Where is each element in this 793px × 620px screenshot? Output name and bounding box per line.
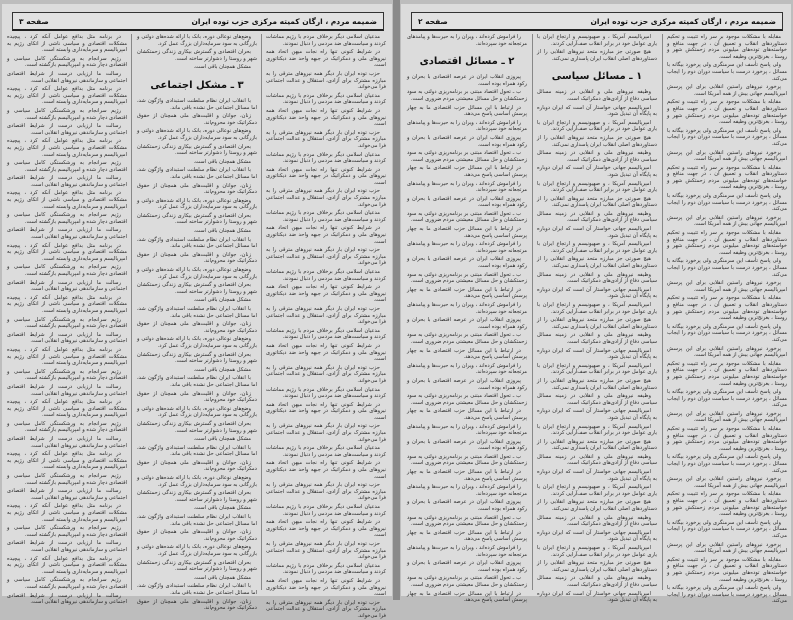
article-paragraph: رژیم سرانجام به ورشکستگی کامل سیاسی و اقتصادی دچار شده و امپریالیسم بازگشته است. [7, 420, 127, 434]
article-paragraph: رژیم سرانجام به ورشکستگی کامل سیاسی و اقتصادی دچار شده و امپریالیسم بازگشته است. [7, 55, 127, 69]
article-paragraph: حزب توده ایران بار دیگر همه نیروهای مترقی را به مبارزه مشترک برای آزادی، استقلال و عدالت اجتماعی فرا می‌خواند. [266, 482, 386, 502]
article-paragraph: امپریالیسم جهانی خواستار آن است که ایران دوباره به پایگاه آن تبدیل شود. [537, 226, 657, 239]
article-paragraph: ب ـ تحول اقتصاد مبتنی بر برنامه‌ریزی دولتی به سود زحمتکشان و حل مسائل معیشتی مردم ضروری است. [407, 575, 527, 588]
article-paragraph: در شرایط کنونی تنها راه نجات میهن اتحاد همه نیروهای ملی و دمکراتیک در جبهه واحد ضد دیکتاتوری است. [266, 49, 386, 69]
article-paragraph: در ارتباط با این مسائل حزب اقتصادی ما به چهار پرسش اساسی پاسخ می‌دهد. [407, 226, 527, 239]
article-paragraph: بحران اقتصادی و گسترش بیکاری زندگی زحمتکشان شهر و روستا را دشوارتر ساخته است. [137, 490, 257, 503]
article-paragraph: ب ـ تحول اقتصاد مبتنی بر برنامه‌ریزی دولتی به سود زحمتکشان و حل مسائل معیشتی مردم ضروری است. [407, 453, 527, 467]
article-paragraph: در شرایط کنونی تنها راه نجات میهن اتحاد همه نیروهای ملی و دمکراتیک در جبهه واحد ضد دیکتاتوری است. [266, 284, 386, 304]
article-paragraph: بحران اقتصادی و گسترش بیکاری زندگی زحمتکشان شهر و روستا را دشوارتر ساخته است. [137, 143, 257, 157]
article-paragraph: امپریالیسم جهانی خواستار آن است که ایران دوباره به پایگاه آن تبدیل شود. [537, 347, 657, 361]
article-paragraph: ب ـ تحول اقتصاد مبتنی بر برنامه‌ریزی دولتی به سود زحمتکشان و حل مسائل معیشتی مردم ضروری است. [407, 210, 527, 224]
article-paragraph: در شرایط کنونی تنها راه نجات میهن اتحاد همه نیروهای ملی و دمکراتیک در جبهه واحد ضد دیکتاتوری است. [266, 166, 386, 186]
article-paragraph: امپریالیسم آمریکا ، و صهیونیسم و ارتجاع ایران با یاری عوامل خود در برابر انقلاب صف‌آرایی کردند. [537, 241, 657, 254]
article-paragraph: را فراموش کرده‌اند ، ویران را به حیرت‌ها و پیامدهای مرتجعانه خود سپرده‌اند. [407, 34, 527, 47]
article-paragraph: زنان، جوانان و اقلیت‌های ملی همچنان از حقوق دمکراتیک خود محروم‌اند. [137, 529, 257, 542]
article-paragraph: مشکل همچنان باقی است. [193, 574, 251, 581]
article-paragraph: رسالت ما ارزیابی درست از شرایط اقتصادی اجتماعی و سازماندهی نیروهای انقلابی است. [7, 592, 127, 606]
article-paragraph: ب ـ تحول اقتصاد مبتنی بر برنامه‌ریزی دولتی به سود زحمتکشان و حل مسائل معیشتی مردم ضروری است. [407, 514, 527, 528]
article-paragraph: در برنامه مثل بدافع عوامل آنکه کرد ، پیچیده مشکلات اقتصادی و سیاسی ناشی از اتکای رژیم به امپریالیسم و سرمایه‌داری وابسته است. [7, 86, 127, 106]
article-paragraph: در برنامه مثل بدافع عوامل آنکه کرد ، پیچیده مشکلات اقتصادی و سیاسی ناشی از اتکای رژیم به امپریالیسم و سرمایه‌داری وابسته است. [7, 294, 127, 314]
article-paragraph: رسالت ما ارزیابی درست از شرایط اقتصادی اجتماعی و سازماندهی نیروهای انقلابی است. [7, 123, 127, 136]
article-paragraph: پرخورد نیروهای راستین انقلابی برای این پرسش امپریالیسم جهانی بیش از همه آمریکا است. [667, 84, 787, 97]
column-rule [532, 34, 533, 590]
article-paragraph: در ارتباط با این مسائل حزب اقتصادی ما به چهار پرسش اساسی پاسخ می‌دهد. [407, 104, 527, 118]
article-paragraph: در شرایط کنونی تنها راه نجات میهن اتحاد همه نیروهای ملی و دمکراتیک در جبهه واحد ضد دیکتاتوری است. [266, 577, 386, 598]
article-paragraph: هیچ صورتی جز مبارزه متحد نیروهای انقلابی را از دستاوردهای اصلی انقلاب ایران پاسداری نمی‌کند. [537, 134, 657, 148]
article-paragraph: امپریالیسم جهانی خواستار آن است که ایران دوباره به پایگاه آن تبدیل شود. [537, 469, 657, 482]
article-paragraph: زنان، جوانان و اقلیت‌های ملی همچنان از حقوق دمکراتیک خود محروم‌اند. [137, 182, 257, 196]
column-rule [662, 34, 663, 590]
article-paragraph: ب ـ تحول اقتصاد مبتنی بر برنامه‌ریزی دولتی به سود زحمتکشان و حل مسائل معیشتی مردم ضروری است. [407, 271, 527, 285]
article-paragraph: وضع‌های نوعالی دوره، بانک با ارائه شده‌های دولتی و بازرگانی به سود سرمایه‌داران بزرگ عمل کرد. [137, 197, 257, 211]
article-paragraph: امپریالیسم آمریکا ، و صهیونیسم و ارتجاع ایران با یاری عوامل خود در برابر انقلاب صف‌آرایی کردند. [537, 34, 657, 47]
article-paragraph: مدعیان اسلامی دیگر برخلاف مردم با رژیم مماشات کردند و سیاست‌های ضد مردمی را دنبال نمودند. [266, 386, 386, 400]
article-paragraph: وظیفه نیروهای ملی و انقلابی در زمینه مسائل سیاسی دفاع از آزادی‌های دمکراتیک است. [537, 514, 657, 528]
article-paragraph: حزب توده ایران بار دیگر همه نیروهای مترقی را به مبارزه مشترک برای آزادی، استقلال و عدالت اجتماعی فرا می‌خواند. [266, 540, 386, 561]
article-paragraph: با انقلاب ایران نظام سلطنت استبدادی واژگون شد، اما مسائل اجتماعی حل نشده باقی ماند. [137, 306, 257, 319]
article-paragraph: حزب توده ایران بار دیگر همه نیروهای مترقی را به مبارزه مشترک برای آزادی، استقلال و عدالت اجتماعی فرا می‌خواند. [266, 247, 386, 267]
article-paragraph: بحران اقتصادی و گسترش بیکاری زندگی زحمتکشان شهر و روستا را دشوارتر ساخته است. [137, 420, 257, 434]
article-paragraph: در ارتباط با این مسائل حزب اقتصادی ما به چهار پرسش اساسی پاسخ می‌دهد. [407, 408, 527, 421]
article-paragraph: با انقلاب ایران نظام سلطنت استبدادی واژگون شد، اما مسائل اجتماعی حل نشده باقی ماند. [137, 97, 257, 111]
article-paragraph: هیچ صورتی جز مبارزه متحد نیروهای انقلابی را از دستاوردهای اصلی انقلاب ایران پاسداری نمی‌کند. [537, 195, 657, 209]
page-header [12, 12, 384, 31]
article-paragraph: وضع‌های نوعالی دوره، بانک با ارائه شده‌های دولتی و بازرگانی به سود سرمایه‌داران بزرگ عمل کرد. [137, 267, 257, 280]
page-number: صفحه ۲ [418, 16, 448, 26]
article-paragraph: حزب توده ایران بار دیگر همه نیروهای مترقی را به مبارزه مشترک برای آزادی، استقلال و عدالت اجتماعی فرا می‌خواند. [266, 188, 386, 208]
article-paragraph: مقابله با مشکلات موجود بر سر راه تثبیت و تحکیم دستاوردهای انقلاب و تعمیق آن ، در جهت منافع و خواسته‌های توده‌های میلیونی مردم زحمتکش شهر و روستا ، بغرنج‌ترین وظیفه است. [667, 491, 787, 518]
article-paragraph: در ارتباط با این مسائل حزب اقتصادی ما به چهار پرسش اساسی پاسخ می‌دهد. [407, 347, 527, 361]
masthead: ضمیمه مردم ، ارگان کمیته مرکزی حزب توده ایران [191, 16, 377, 26]
article-paragraph: بحران اقتصادی و گسترش بیکاری زندگی زحمتکشان شهر و روستا را دشوارتر ساخته است. [137, 212, 257, 226]
article-paragraph: وضع‌های نوعالی دوره، بانک با ارائه شده‌های دولتی و بازرگانی به سود سرمایه‌داران بزرگ عمل کرد. [137, 34, 257, 47]
article-paragraph: رژیم سرانجام به ورشکستگی کامل سیاسی و اقتصادی دچار شده و امپریالیسم بازگشته است. [7, 368, 127, 382]
article-paragraph: پرخورد نیروهای راستین انقلابی برای این پرسش امپریالیسم جهانی بیش از همه آمریکا است. [667, 476, 787, 489]
article-paragraph: امپریالیسم جهانی خواستار آن است که ایران دوباره به پایگاه آن تبدیل شود. [537, 590, 657, 604]
article-paragraph: امپریالیسم جهانی خواستار آن است که ایران دوباره به پایگاه آن تبدیل شود. [537, 408, 657, 421]
column [137, 34, 257, 612]
article-paragraph: را فراموش کرده‌اند ، ویران را به حیرت‌ها و پیامدهای مرتجعانه خود سپرده‌اند. [407, 362, 527, 376]
section-heading: ۱ ـ مسائل سیاسی [551, 71, 643, 83]
article-paragraph: مدعیان اسلامی دیگر برخلاف مردم با رژیم مماشات کردند و سیاست‌های ضد مردمی را دنبال نمودند. [266, 34, 386, 47]
column [266, 34, 386, 619]
article-paragraph: وظیفه نیروهای ملی و انقلابی در زمینه مسائل سیاسی دفاع از آزادی‌های دمکراتیک است. [537, 271, 657, 285]
section-heading: ۳ ـ مشکل اجتماعی [150, 79, 244, 91]
article-paragraph: رسالت ما ارزیابی درست از شرایط اقتصادی اجتماعی و سازماندهی نیروهای انقلابی است. [7, 436, 127, 449]
article-paragraph: پیروزی انقلاب ایران در عرصه اقتصادی با بحران و رکود همراه بوده است. [407, 377, 527, 391]
article-paragraph: بحران اقتصادی و گسترش بیکاری زندگی زحمتکشان شهر و روستا را دشوارتر ساخته است. [137, 351, 257, 365]
article-paragraph: را فراموش کرده‌اند ، ویران را به حیرت‌ها و پیامدهای مرتجعانه خود سپرده‌اند. [407, 423, 527, 437]
article-paragraph: را فراموش کرده‌اند ، ویران را به حیرت‌ها و پیامدهای مرتجعانه خود سپرده‌اند. [407, 241, 527, 254]
article-paragraph: ب ـ تحول اقتصاد مبتنی بر برنامه‌ریزی دولتی به سود زحمتکشان و حل مسائل معیشتی مردم ضروری است. [407, 150, 527, 163]
article-paragraph: وظیفه نیروهای ملی و انقلابی در زمینه مسائل سیاسی دفاع از آزادی‌های دمکراتیک است. [537, 89, 657, 102]
article-paragraph: در ارتباط با این مسائل حزب اقتصادی ما به چهار پرسش اساسی پاسخ می‌دهد. [407, 469, 527, 482]
article-paragraph: در برنامه مثل بدافع عوامل آنکه کرد ، پیچیده مشکلات اقتصادی و سیاسی ناشی از اتکای رژیم به امپریالیسم و سرمایه‌داری وابسته است. [7, 399, 127, 419]
article-paragraph: ولی پاسخ تأسف این سرمنگری ولی پرخورد بیگانه با مسائل ، پرخورد درست با سیاست دوران دوم را ایجاب می‌کند. [667, 193, 787, 213]
article-paragraph: حزب توده ایران بار دیگر همه نیروهای مترقی را به مبارزه مشترک برای آزادی، استقلال و عدالت اجتماعی فرا می‌خواند. [266, 305, 386, 326]
article-paragraph: مشکل همچنان باقی است. [193, 436, 251, 443]
article-paragraph: ولی پاسخ تأسف این سرمنگری ولی پرخورد بیگانه با مسائل ، پرخورد درست با سیاست دوران دوم را ایجاب می‌کند. [667, 127, 787, 147]
article-paragraph: حزب توده ایران بار دیگر همه نیروهای مترقی را به مبارزه مشترک برای آزادی، استقلال و عدالت اجتماعی فرا می‌خواند. [266, 423, 386, 443]
article-paragraph: رژیم سرانجام به ورشکستگی کامل سیاسی و اقتصادی دچار شده و امپریالیسم بازگشته است. [7, 577, 127, 590]
article-paragraph: پیروزی انقلاب ایران در عرصه اقتصادی با بحران و رکود همراه بوده است. [407, 499, 527, 513]
article-paragraph: رژیم سرانجام به ورشکستگی کامل سیاسی و اقتصادی دچار شده و امپریالیسم بازگشته است. [7, 316, 127, 330]
article-paragraph: پرخورد نیروهای راستین انقلابی برای این پرسش امپریالیسم جهانی بیش از همه آمریکا است. [667, 345, 787, 359]
article-paragraph: هیچ صورتی جز مبارزه متحد نیروهای انقلابی را از دستاوردهای اصلی انقلاب ایران پاسداری نمی‌کند. [537, 560, 657, 573]
article-paragraph: حزب توده ایران بار دیگر همه نیروهای مترقی را به مبارزه مشترک برای آزادی، استقلال و عدالت اجتماعی فرا می‌خواند. [266, 70, 386, 91]
article-paragraph: در برنامه مثل بدافع عوامل آنکه کرد ، پیچیده مشکلات اقتصادی و سیاسی ناشی از اتکای رژیم به امپریالیسم و سرمایه‌داری وابسته است. [7, 34, 127, 54]
article-paragraph: امپریالیسم آمریکا ، و صهیونیسم و ارتجاع ایران با یاری عوامل خود در برابر انقلاب صف‌آرایی کردند. [537, 545, 657, 558]
article-paragraph: وضع‌های نوعالی دوره، بانک با ارائه شده‌های دولتی و بازرگانی به سود سرمایه‌داران بزرگ عمل کرد. [137, 475, 257, 488]
page-3 [2, 4, 392, 619]
article-paragraph: مدعیان اسلامی دیگر برخلاف مردم با رژیم مماشات کردند و سیاست‌های ضد مردمی را دنبال نمودند. [266, 210, 386, 223]
article-paragraph: را فراموش کرده‌اند ، ویران را به حیرت‌ها و پیامدهای مرتجعانه خود سپرده‌اند. [407, 119, 527, 133]
article-paragraph: پرخورد نیروهای راستین انقلابی برای این پرسش امپریالیسم جهانی بیش از همه آمریکا است. [667, 541, 787, 555]
article-paragraph: ب ـ تحول اقتصاد مبتنی بر برنامه‌ریزی دولتی به سود زحمتکشان و حل مسائل معیشتی مردم ضروری است. [407, 89, 527, 102]
article-paragraph: در ارتباط با این مسائل حزب اقتصادی ما به چهار پرسش اساسی پاسخ می‌دهد. [407, 286, 527, 300]
column-rule [131, 34, 132, 590]
article-paragraph: در شرایط کنونی تنها راه نجات میهن اتحاد همه نیروهای ملی و دمکراتیک در جبهه واحد ضد دیکتاتوری است. [266, 519, 386, 539]
article-paragraph: با انقلاب ایران نظام سلطنت استبدادی واژگون شد، اما مسائل اجتماعی حل نشده باقی ماند. [137, 375, 257, 388]
article-paragraph: پیروزی انقلاب ایران در عرصه اقتصادی با بحران و رکود همراه بوده است. [407, 195, 527, 209]
article-paragraph: در برنامه مثل بدافع عوامل آنکه کرد ، پیچیده مشکلات اقتصادی و سیاسی ناشی از اتکای رژیم به امپریالیسم و سرمایه‌داری وابسته است. [7, 451, 127, 471]
article-paragraph: در شرایط کنونی تنها راه نجات میهن اتحاد همه نیروهای ملی و دمکراتیک در جبهه واحد ضد دیکتاتوری است. [266, 460, 386, 480]
article-paragraph: امپریالیسم جهانی خواستار آن است که ایران دوباره به پایگاه آن تبدیل شود. [537, 104, 657, 118]
article-paragraph: حزب توده ایران بار دیگر همه نیروهای مترقی را به مبارزه مشترک برای آزادی، استقلال و عدالت اجتماعی فرا می‌خواند. [266, 129, 386, 149]
article-paragraph: رژیم سرانجام به ورشکستگی کامل سیاسی و اقتصادی دچار شده و امپریالیسم بازگشته است. [7, 212, 127, 225]
article-paragraph: با انقلاب ایران نظام سلطنت استبدادی واژگون شد، اما مسائل اجتماعی حل نشده باقی ماند. [137, 236, 257, 250]
article-paragraph: وظیفه نیروهای ملی و انقلابی در زمینه مسائل سیاسی دفاع از آزادی‌های دمکراتیک است. [537, 453, 657, 467]
article-paragraph: را فراموش کرده‌اند ، ویران را به حیرت‌ها و پیامدهای مرتجعانه خود سپرده‌اند. [407, 180, 527, 194]
article-paragraph: پیروزی انقلاب ایران در عرصه اقتصادی با بحران و رکود همراه بوده است. [407, 256, 527, 270]
article-paragraph: مدعیان اسلامی دیگر برخلاف مردم با رژیم مماشات کردند و سیاست‌های ضد مردمی را دنبال نمودند. [266, 151, 386, 165]
article-paragraph: پرخورد نیروهای راستین انقلابی برای این پرسش امپریالیسم جهانی بیش از همه آمریکا است. [667, 410, 787, 424]
article-paragraph: زنان، جوانان و اقلیت‌های ملی همچنان از حقوق دمکراتیک خود محروم‌اند. [137, 113, 257, 126]
article-paragraph: رژیم سرانجام به ورشکستگی کامل سیاسی و اقتصادی دچار شده و امپریالیسم بازگشته است. [7, 473, 127, 486]
page-2 [401, 4, 791, 605]
article-paragraph: بحران اقتصادی و گسترش بیکاری زندگی زحمتکشان شهر و روستا را دشوارتر ساخته است. [137, 559, 257, 573]
article-paragraph: بحران اقتصادی و گسترش بیکاری زندگی زحمتکشان شهر و روستا را دشوارتر ساخته است. [137, 49, 257, 62]
article-paragraph: با انقلاب ایران نظام سلطنت استبدادی واژگون شد، اما مسائل اجتماعی حل نشده باقی ماند. [137, 583, 257, 596]
article-paragraph: رسالت ما ارزیابی درست از شرایط اقتصادی اجتماعی و سازماندهی نیروهای انقلابی است. [7, 540, 127, 553]
article-paragraph: پیروزی انقلاب ایران در عرصه اقتصادی با بحران و رکود همراه بوده است. [407, 134, 527, 148]
article-paragraph: مشکل همچنان باقی است. [193, 228, 251, 235]
article-paragraph: رژیم سرانجام به ورشکستگی کامل سیاسی و اقتصادی دچار شده و امپریالیسم بازگشته است. [7, 107, 127, 121]
article-paragraph: با انقلاب ایران نظام سلطنت استبدادی واژگون شد، اما مسائل اجتماعی حل نشده باقی ماند. [137, 167, 257, 180]
article-paragraph: امپریالیسم آمریکا ، و صهیونیسم و ارتجاع ایران با یاری عوامل خود در برابر انقلاب صف‌آرایی کردند. [537, 302, 657, 315]
article-paragraph: رسالت ما ارزیابی درست از شرایط اقتصادی اجتماعی و سازماندهی نیروهای انقلابی است. [7, 331, 127, 345]
article-paragraph: پیروزی انقلاب ایران در عرصه اقتصادی با بحران و رکود همراه بوده است. [407, 317, 527, 330]
article-paragraph: هیچ صورتی جز مبارزه متحد نیروهای انقلابی را از دستاوردهای اصلی انقلاب ایران پاسداری نمی‌کند. [537, 256, 657, 270]
column [667, 34, 787, 605]
article-paragraph: امپریالیسم جهانی خواستار آن است که ایران دوباره به پایگاه آن تبدیل شود. [537, 286, 657, 300]
article-paragraph: در شرایط کنونی تنها راه نجات میهن اتحاد همه نیروهای ملی و دمکراتیک در جبهه واحد ضد دیکتاتوری است. [266, 225, 386, 245]
article-paragraph: رسالت ما ارزیابی درست از شرایط اقتصادی اجتماعی و سازماندهی نیروهای انقلابی است. [7, 70, 127, 84]
page-number: صفحه ۳ [19, 16, 49, 26]
article-paragraph: مدعیان اسلامی دیگر برخلاف مردم با رژیم مماشات کردند و سیاست‌های ضد مردمی را دنبال نمودند. [266, 92, 386, 106]
article-paragraph: رسالت ما ارزیابی درست از شرایط اقتصادی اجتماعی و سازماندهی نیروهای انقلابی است. [7, 488, 127, 501]
article-paragraph: را فراموش کرده‌اند ، ویران را به حیرت‌ها و پیامدهای مرتجعانه خود سپرده‌اند. [407, 545, 527, 558]
article-paragraph: امپریالیسم آمریکا ، و صهیونیسم و ارتجاع ایران با یاری عوامل خود در برابر انقلاب صف‌آرایی کردند. [537, 362, 657, 376]
article-paragraph: رسالت ما ارزیابی درست از شرایط اقتصادی اجتماعی و سازماندهی نیروهای انقلابی است. [7, 175, 127, 188]
article-paragraph: امپریالیسم آمریکا ، و صهیونیسم و ارتجاع ایران با یاری عوامل خود در برابر انقلاب صف‌آرایی کردند. [537, 423, 657, 437]
article-paragraph: پرخورد نیروهای راستین انقلابی برای این پرسش امپریالیسم جهانی بیش از همه آمریکا است. [667, 214, 787, 228]
article-paragraph: در ارتباط با این مسائل حزب اقتصادی ما به چهار پرسش اساسی پاسخ می‌دهد. [407, 165, 527, 178]
article-paragraph: در برنامه مثل بدافع عوامل آنکه کرد ، پیچیده مشکلات اقتصادی و سیاسی ناشی از اتکای رژیم به امپریالیسم و سرمایه‌داری وابسته است. [7, 346, 127, 367]
article-paragraph: مدعیان اسلامی دیگر برخلاف مردم با رژیم مماشات کردند و سیاست‌های ضد مردمی را دنبال نمودند. [266, 504, 386, 517]
article-paragraph: ب ـ تحول اقتصاد مبتنی بر برنامه‌ریزی دولتی به سود زحمتکشان و حل مسائل معیشتی مردم ضروری است. [407, 393, 527, 406]
article-paragraph: وضع‌های نوعالی دوره، بانک با ارائه شده‌های دولتی و بازرگانی به سود سرمایه‌داران بزرگ عمل کرد. [137, 405, 257, 419]
column [407, 34, 527, 604]
article-paragraph: در برنامه مثل بدافع عوامل آنکه کرد ، پیچیده مشکلات اقتصادی و سیاسی ناشی از اتکای رژیم به امپریالیسم و سرمایه‌داری وابسته است. [7, 503, 127, 523]
article-paragraph: در شرایط کنونی تنها راه نجات میهن اتحاد همه نیروهای ملی و دمکراتیک در جبهه واحد ضد دیکتاتوری است. [266, 342, 386, 363]
article-paragraph: زنان، جوانان و اقلیت‌های ملی همچنان از حقوق دمکراتیک خود محروم‌اند. [137, 390, 257, 404]
article-paragraph: مقابله با مشکلات موجود بر سر راه تثبیت و تحکیم دستاوردهای انقلاب و تعمیق آن ، در جهت منافع و خواسته‌های توده‌های میلیونی مردم زحمتکش شهر و روستا ، بغرنج‌ترین وظیفه است. [667, 556, 787, 583]
article-paragraph: در ارتباط با این مسائل حزب اقتصادی ما به چهار پرسش اساسی پاسخ می‌دهد. [407, 529, 527, 543]
article-paragraph: رسالت ما ارزیابی درست از شرایط اقتصادی اجتماعی و سازماندهی نیروهای انقلابی است. [7, 383, 127, 397]
article-paragraph: مقابله با مشکلات موجود بر سر راه تثبیت و تحکیم دستاوردهای انقلاب و تعمیق آن ، در جهت منافع و خواسته‌های توده‌های میلیونی مردم زحمتکش شهر و روستا ، بغرنج‌ترین وظیفه است. [667, 360, 787, 387]
article-paragraph: هیچ صورتی جز مبارزه متحد نیروهای انقلابی را از دستاوردهای اصلی انقلاب ایران پاسداری نمی‌کند. [537, 377, 657, 391]
article-paragraph: وضع‌های نوعالی دوره، بانک با ارائه شده‌های دولتی و بازرگانی به سود سرمایه‌داران بزرگ عمل کرد. [137, 544, 257, 557]
article-paragraph: ولی پاسخ تأسف این سرمنگری ولی پرخورد بیگانه با مسائل ، پرخورد درست با سیاست دوران دوم را ایجاب می‌کند. [667, 519, 787, 539]
article-paragraph: پیروزی انقلاب ایران در عرصه اقتصادی با بحران و رکود همراه بوده است. [407, 74, 527, 87]
article-paragraph: وظیفه نیروهای ملی و انقلابی در زمینه مسائل سیاسی دفاع از آزادی‌های دمکراتیک است. [537, 210, 657, 224]
article-paragraph: مدعیان اسلامی دیگر برخلاف مردم با رژیم مماشات کردند و سیاست‌های ضد مردمی را دنبال نمودند. [266, 562, 386, 576]
article-paragraph: وظیفه نیروهای ملی و انقلابی در زمینه مسائل سیاسی دفاع از آزادی‌های دمکراتیک است. [537, 393, 657, 406]
article-paragraph: ولی پاسخ تأسف این سرمنگری ولی پرخورد بیگانه با مسائل ، پرخورد درست با سیاست دوران دوم را ایجاب می‌کند. [667, 323, 787, 343]
article-paragraph: ولی پاسخ تأسف این سرمنگری ولی پرخورد بیگانه با مسائل ، پرخورد درست با سیاست دوران دوم را ایجاب می‌کند. [667, 62, 787, 82]
article-paragraph: هیچ صورتی جز مبارزه متحد نیروهای انقلابی را از دستاوردهای اصلی انقلاب ایران پاسداری نمی‌کند. [537, 49, 657, 62]
article-paragraph: ب ـ تحول اقتصاد مبتنی بر برنامه‌ریزی دولتی به سود زحمتکشان و حل مسائل معیشتی مردم ضروری است. [407, 332, 527, 345]
article-paragraph: امپریالیسم جهانی خواستار آن است که ایران دوباره به پایگاه آن تبدیل شود. [537, 165, 657, 178]
page-gutter [393, 0, 400, 600]
article-paragraph: زنان، جوانان و اقلیت‌های ملی همچنان از حقوق دمکراتیک خود محروم‌اند. [137, 321, 257, 334]
article-paragraph: امپریالیسم آمریکا ، و صهیونیسم و ارتجاع ایران با یاری عوامل خود در برابر انقلاب صف‌آرایی کردند. [537, 119, 657, 133]
article-paragraph: ولی پاسخ تأسف این سرمنگری ولی پرخورد بیگانه با مسائل ، پرخورد درست با سیاست دوران دوم را ایجاب می‌کند. [667, 258, 787, 278]
article-paragraph: مقابله با مشکلات موجود بر سر راه تثبیت و تحکیم دستاوردهای انقلاب و تعمیق آن ، در جهت منافع و خواسته‌های توده‌های میلیونی مردم زحمتکش شهر و روستا ، بغرنج‌ترین وظیفه است. [667, 295, 787, 322]
article-paragraph: ولی پاسخ تأسف این سرمنگری ولی پرخورد بیگانه با مسائل ، پرخورد درست با سیاست دوران دوم را ایجاب می‌کند. [667, 389, 787, 409]
article-paragraph: مشکل همچنان باقی است. [193, 64, 251, 71]
article-paragraph: در شرایط کنونی تنها راه نجات میهن اتحاد همه نیروهای ملی و دمکراتیک در جبهه واحد ضد دیکتاتوری است. [266, 107, 386, 128]
column-rule [261, 34, 262, 590]
article-paragraph: در برنامه مثل بدافع عوامل آنکه کرد ، پیچیده مشکلات اقتصادی و سیاسی ناشی از اتکای رژیم به امپریالیسم و سرمایه‌داری وابسته است. [7, 138, 127, 158]
article-paragraph: مقابله با مشکلات موجود بر سر راه تثبیت و تحکیم دستاوردهای انقلاب و تعمیق آن ، در جهت منافع و خواسته‌های توده‌های میلیونی مردم زحمتکش شهر و روستا ، بغرنج‌ترین وظیفه است. [667, 164, 787, 191]
article-paragraph: رژیم سرانجام به ورشکستگی کامل سیاسی و اقتصادی دچار شده و امپریالیسم بازگشته است. [7, 160, 127, 173]
article-paragraph: رژیم سرانجام به ورشکستگی کامل سیاسی و اقتصادی دچار شده و امپریالیسم بازگشته است. [7, 525, 127, 538]
article-paragraph: حزب توده ایران بار دیگر همه نیروهای مترقی را به مبارزه مشترک برای آزادی، استقلال و عدالت اجتماعی فرا می‌خواند. [266, 364, 386, 384]
article-paragraph: رسالت ما ارزیابی درست از شرایط اقتصادی اجتماعی و سازماندهی نیروهای انقلابی است. [7, 279, 127, 293]
article-paragraph: هیچ صورتی جز مبارزه متحد نیروهای انقلابی را از دستاوردهای اصلی انقلاب ایران پاسداری نمی‌کند. [537, 499, 657, 513]
article-paragraph: زنان، جوانان و اقلیت‌های ملی همچنان از حقوق دمکراتیک خود محروم‌اند. [137, 598, 257, 612]
article-paragraph: پرخورد نیروهای راستین انقلابی برای این پرسش امپریالیسم جهانی بیش از همه آمریکا است. [667, 149, 787, 163]
article-paragraph: با انقلاب ایران نظام سلطنت استبدادی واژگون شد، اما مسائل اجتماعی حل نشده باقی ماند. [137, 514, 257, 527]
masthead: ضمیمه مردم ، ارگان کمیته مرکزی حزب توده ایران [590, 16, 776, 26]
article-paragraph: در شرایط کنونی تنها راه نجات میهن اتحاد همه نیروهای ملی و دمکراتیک در جبهه واحد ضد دیکتاتوری است. [266, 401, 386, 421]
article-paragraph: امپریالیسم جهانی خواستار آن است که ایران دوباره به پایگاه آن تبدیل شود. [537, 529, 657, 543]
section-heading: ۲ ـ مسائل اقتصادی [419, 56, 515, 68]
article-paragraph: را فراموش کرده‌اند ، ویران را به حیرت‌ها و پیامدهای مرتجعانه خود سپرده‌اند. [407, 302, 527, 315]
article-paragraph: پرخورد نیروهای راستین انقلابی برای این پرسش امپریالیسم جهانی بیش از همه آمریکا است. [667, 280, 787, 293]
column [537, 34, 657, 604]
article-paragraph: پیروزی انقلاب ایران در عرصه اقتصادی با بحران و رکود همراه بوده است. [407, 560, 527, 573]
article-paragraph: رژیم سرانجام به ورشکستگی کامل سیاسی و اقتصادی دچار شده و امپریالیسم بازگشته است. [7, 264, 127, 277]
article-paragraph: حزب توده ایران بار دیگر همه نیروهای مترقی را به مبارزه مشترک برای آزادی، استقلال و عدالت اجتماعی فرا می‌خواند. [266, 599, 386, 619]
article-paragraph: هیچ صورتی جز مبارزه متحد نیروهای انقلابی را از دستاوردهای اصلی انقلاب ایران پاسداری نمی‌کند. [537, 438, 657, 452]
article-paragraph: وظیفه نیروهای ملی و انقلابی در زمینه مسائل سیاسی دفاع از آزادی‌های دمکراتیک است. [537, 575, 657, 588]
column [7, 34, 127, 606]
article-paragraph: مدعیان اسلامی دیگر برخلاف مردم با رژیم مماشات کردند و سیاست‌های ضد مردمی را دنبال نمودند. [266, 445, 386, 458]
article-paragraph: وضع‌های نوعالی دوره، بانک با ارائه شده‌های دولتی و بازرگانی به سود سرمایه‌داران بزرگ عمل کرد. [137, 128, 257, 141]
article-paragraph: وضع‌های نوعالی دوره، بانک با ارائه شده‌های دولتی و بازرگانی به سود سرمایه‌داران بزرگ عمل کرد. [137, 336, 257, 349]
article-paragraph: مقابله با مشکلات موجود بر سر راه تثبیت و تحکیم دستاوردهای انقلاب و تعمیق آن ، در جهت منافع و خواسته‌های توده‌های میلیونی مردم زحمتکش شهر و روستا ، بغرنج‌ترین وظیفه است. [667, 230, 787, 256]
article-paragraph: در برنامه مثل بدافع عوامل آنکه کرد ، پیچیده مشکلات اقتصادی و سیاسی ناشی از اتکای رژیم به امپریالیسم و سرمایه‌داری وابسته است. [7, 190, 127, 210]
article-paragraph: امپریالیسم آمریکا ، و صهیونیسم و ارتجاع ایران با یاری عوامل خود در برابر انقلاب صف‌آرایی کردند. [537, 484, 657, 497]
article-paragraph: ولی پاسخ تأسف این سرمنگری ولی پرخورد بیگانه با مسائل ، پرخورد درست با سیاست دوران دوم را ایجاب می‌کند. [667, 585, 787, 605]
article-paragraph: امپریالیسم آمریکا ، و صهیونیسم و ارتجاع ایران با یاری عوامل خود در برابر انقلاب صف‌آرایی کردند. [537, 180, 657, 194]
article-paragraph: وظیفه نیروهای ملی و انقلابی در زمینه مسائل سیاسی دفاع از آزادی‌های دمکراتیک است. [537, 150, 657, 163]
article-paragraph: زنان، جوانان و اقلیت‌های ملی همچنان از حقوق دمکراتیک خود محروم‌اند. [137, 251, 257, 265]
article-paragraph: مقابله با مشکلات موجود بر سر راه تثبیت و تحکیم دستاوردهای انقلاب و تعمیق آن ، در جهت منافع و خواسته‌های توده‌های میلیونی مردم زحمتکش شهر و روستا ، بغرنج‌ترین وظیفه است. [667, 34, 787, 60]
article-paragraph: در برنامه مثل بدافع عوامل آنکه کرد ، پیچیده مشکلات اقتصادی و سیاسی ناشی از اتکای رژیم به امپریالیسم و سرمایه‌داری وابسته است. [7, 242, 127, 262]
page-header [411, 12, 783, 31]
article-paragraph: وظیفه نیروهای ملی و انقلابی در زمینه مسائل سیاسی دفاع از آزادی‌های دمکراتیک است. [537, 332, 657, 345]
article-paragraph: هیچ صورتی جز مبارزه متحد نیروهای انقلابی را از دستاوردهای اصلی انقلاب ایران پاسداری نمی‌کند. [537, 317, 657, 330]
article-paragraph: در برنامه مثل بدافع عوامل آنکه کرد ، پیچیده مشکلات اقتصادی و سیاسی ناشی از اتکای رژیم به امپریالیسم و سرمایه‌داری وابسته است. [7, 555, 127, 575]
article-paragraph: را فراموش کرده‌اند ، ویران را به حیرت‌ها و پیامدهای مرتجعانه خود سپرده‌اند. [407, 484, 527, 497]
article-paragraph: مشکل همچنان باقی است. [193, 158, 251, 165]
article-paragraph: مشکل همچنان باقی است. [193, 297, 251, 304]
article-paragraph: با انقلاب ایران نظام سلطنت استبدادی واژگون شد، اما مسائل اجتماعی حل نشده باقی ماند. [137, 444, 257, 458]
article-paragraph: رسالت ما ارزیابی درست از شرایط اقتصادی اجتماعی و سازماندهی نیروهای انقلابی است. [7, 227, 127, 241]
article-paragraph: مدعیان اسلامی دیگر برخلاف مردم با رژیم مماشات کردند و سیاست‌های ضد مردمی را دنبال نمودند. [266, 327, 386, 341]
article-paragraph: مشکل همچنان باقی است. [193, 505, 251, 512]
article-paragraph: مقابله با مشکلات موجود بر سر راه تثبیت و تحکیم دستاوردهای انقلاب و تعمیق آن ، در جهت منافع و خواسته‌های توده‌های میلیونی مردم زحمتکش شهر و روستا ، بغرنج‌ترین وظیفه است. [667, 426, 787, 452]
article-paragraph: در ارتباط با این مسائل حزب اقتصادی ما به چهار پرسش اساسی پاسخ می‌دهد. [407, 590, 527, 604]
article-paragraph: مقابله با مشکلات موجود بر سر راه تثبیت و تحکیم دستاوردهای انقلاب و تعمیق آن ، در جهت منافع و خواسته‌های توده‌های میلیونی مردم زحمتکش شهر و روستا ، بغرنج‌ترین وظیفه است. [667, 99, 787, 126]
article-paragraph: مشکل همچنان باقی است. [193, 366, 251, 373]
article-paragraph: مدعیان اسلامی دیگر برخلاف مردم با رژیم مماشات کردند و سیاست‌های ضد مردمی را دنبال نمودند. [266, 269, 386, 282]
article-paragraph: پیروزی انقلاب ایران در عرصه اقتصادی با بحران و رکود همراه بوده است. [407, 438, 527, 452]
article-paragraph: زنان، جوانان و اقلیت‌های ملی همچنان از حقوق دمکراتیک خود محروم‌اند. [137, 459, 257, 473]
article-paragraph: بحران اقتصادی و گسترش بیکاری زندگی زحمتکشان شهر و روستا را دشوارتر ساخته است. [137, 282, 257, 295]
article-paragraph: ولی پاسخ تأسف این سرمنگری ولی پرخورد بیگانه با مسائل ، پرخورد درست با سیاست دوران دوم را ایجاب می‌کند. [667, 454, 787, 474]
